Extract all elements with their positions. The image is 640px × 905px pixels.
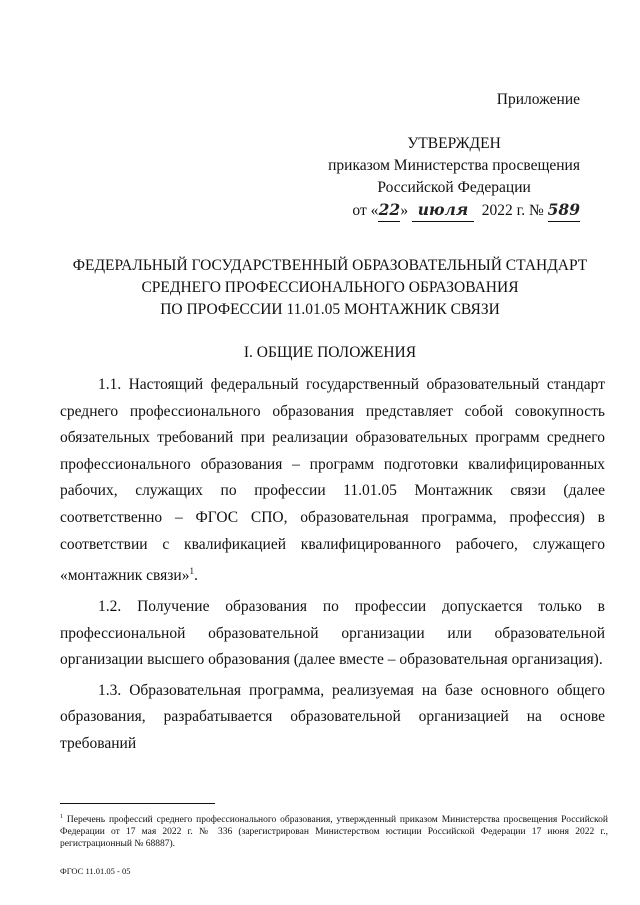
footnote-divider	[60, 803, 215, 804]
title-line-2: СРЕДНЕГО ПРОФЕССИОНАЛЬНОГО ОБРАЗОВАНИЯ	[141, 279, 519, 296]
document-body	[60, 372, 605, 761]
date-mid: »	[400, 202, 409, 219]
footnote-mark: 1	[60, 814, 63, 820]
paragraph-1-2: 1.2. Получение образования по профессии допускается только в профессиональной образовательной организации или образовательной организации высшего образования (далее вместе – образовательная организация).	[60, 597, 605, 669]
order-line-1: приказом Министерства просвещения	[328, 157, 580, 174]
appendix-label: Приложение	[496, 91, 580, 108]
footnote-reference: 1	[189, 566, 194, 577]
document-title	[60, 255, 600, 321]
section-heading: I. ОБЩИЕ ПОЛОЖЕНИЯ	[243, 344, 417, 361]
approval-block	[328, 89, 580, 222]
order-line-2: Российской Федерации	[377, 179, 531, 196]
title-line-1: ФЕДЕРАЛЬНЫЙ ГОСУДАРСТВЕННЫЙ ОБРАЗОВАТЕЛЬНЫЙ СТАНДАРТ	[72, 257, 588, 274]
paragraph-1-3: 1.3. Образовательная программа, реализуемая на базе основного общего образования, разрабатывается образовательной организацией на основе требований	[60, 681, 605, 752]
paragraph-1-1: 1.1. Настоящий федеральный государственный образовательный стандарт среднего профессионального образования представляет собой совокупность обязательных требований при реализации образовательных программ среднего профессионального образования – программ подготовки квалифицированных рабочих, служащих по профессии 11.01.05 Монтажник связи (далее соответственно – ФГОС СПО, образовательная программа, профессия) в соответствии с квалификацией квалифицированного рабочего, служащего «монтажник связи»$^1$.	[60, 376, 605, 585]
date-prefix: от «	[352, 202, 379, 219]
page-code: ФГОС 11.01.05 - 05	[60, 866, 131, 876]
order-number-handwritten: 589	[548, 199, 580, 222]
approved-label: УТВЕРЖДЕН	[407, 135, 501, 152]
footnote	[60, 811, 608, 850]
paragraph-1-1-text: 1.1. Настоящий федеральный государственный образовательный стандарт среднего профессионального образования представляет собой совокупность обязательных требований при реализации образовательных программ среднего профессионального образования – программ подготовки квалифицированных рабочих, служащих по профессии 11.01.05 Монтажник связи (далее соответственно – ФГОС СПО, образовательная программа, профессия) в соответствии с квалификацией квалифицированного рабочего, служащего «монтажник связи»	[60, 376, 605, 585]
date-month-handwritten: июля	[412, 199, 474, 222]
date-suffix: 2022 г. №	[481, 202, 544, 219]
title-line-3: ПО ПРОФЕССИИ 11.01.05 МОНТАЖНИК СВЯЗИ	[160, 301, 500, 318]
order-date-line	[328, 199, 580, 222]
date-day-handwritten: 22	[378, 199, 400, 222]
footnote-text: Перечень профессий среднего профессионального образования, утвержденный приказом Министерства просвещения Российской Федерации от 17 мая 2022 г. № 336 (зарегистрирован Министерством юстиции Российской Федерации 17 июня 2022 г., регистрационный № 68887).	[60, 815, 608, 850]
